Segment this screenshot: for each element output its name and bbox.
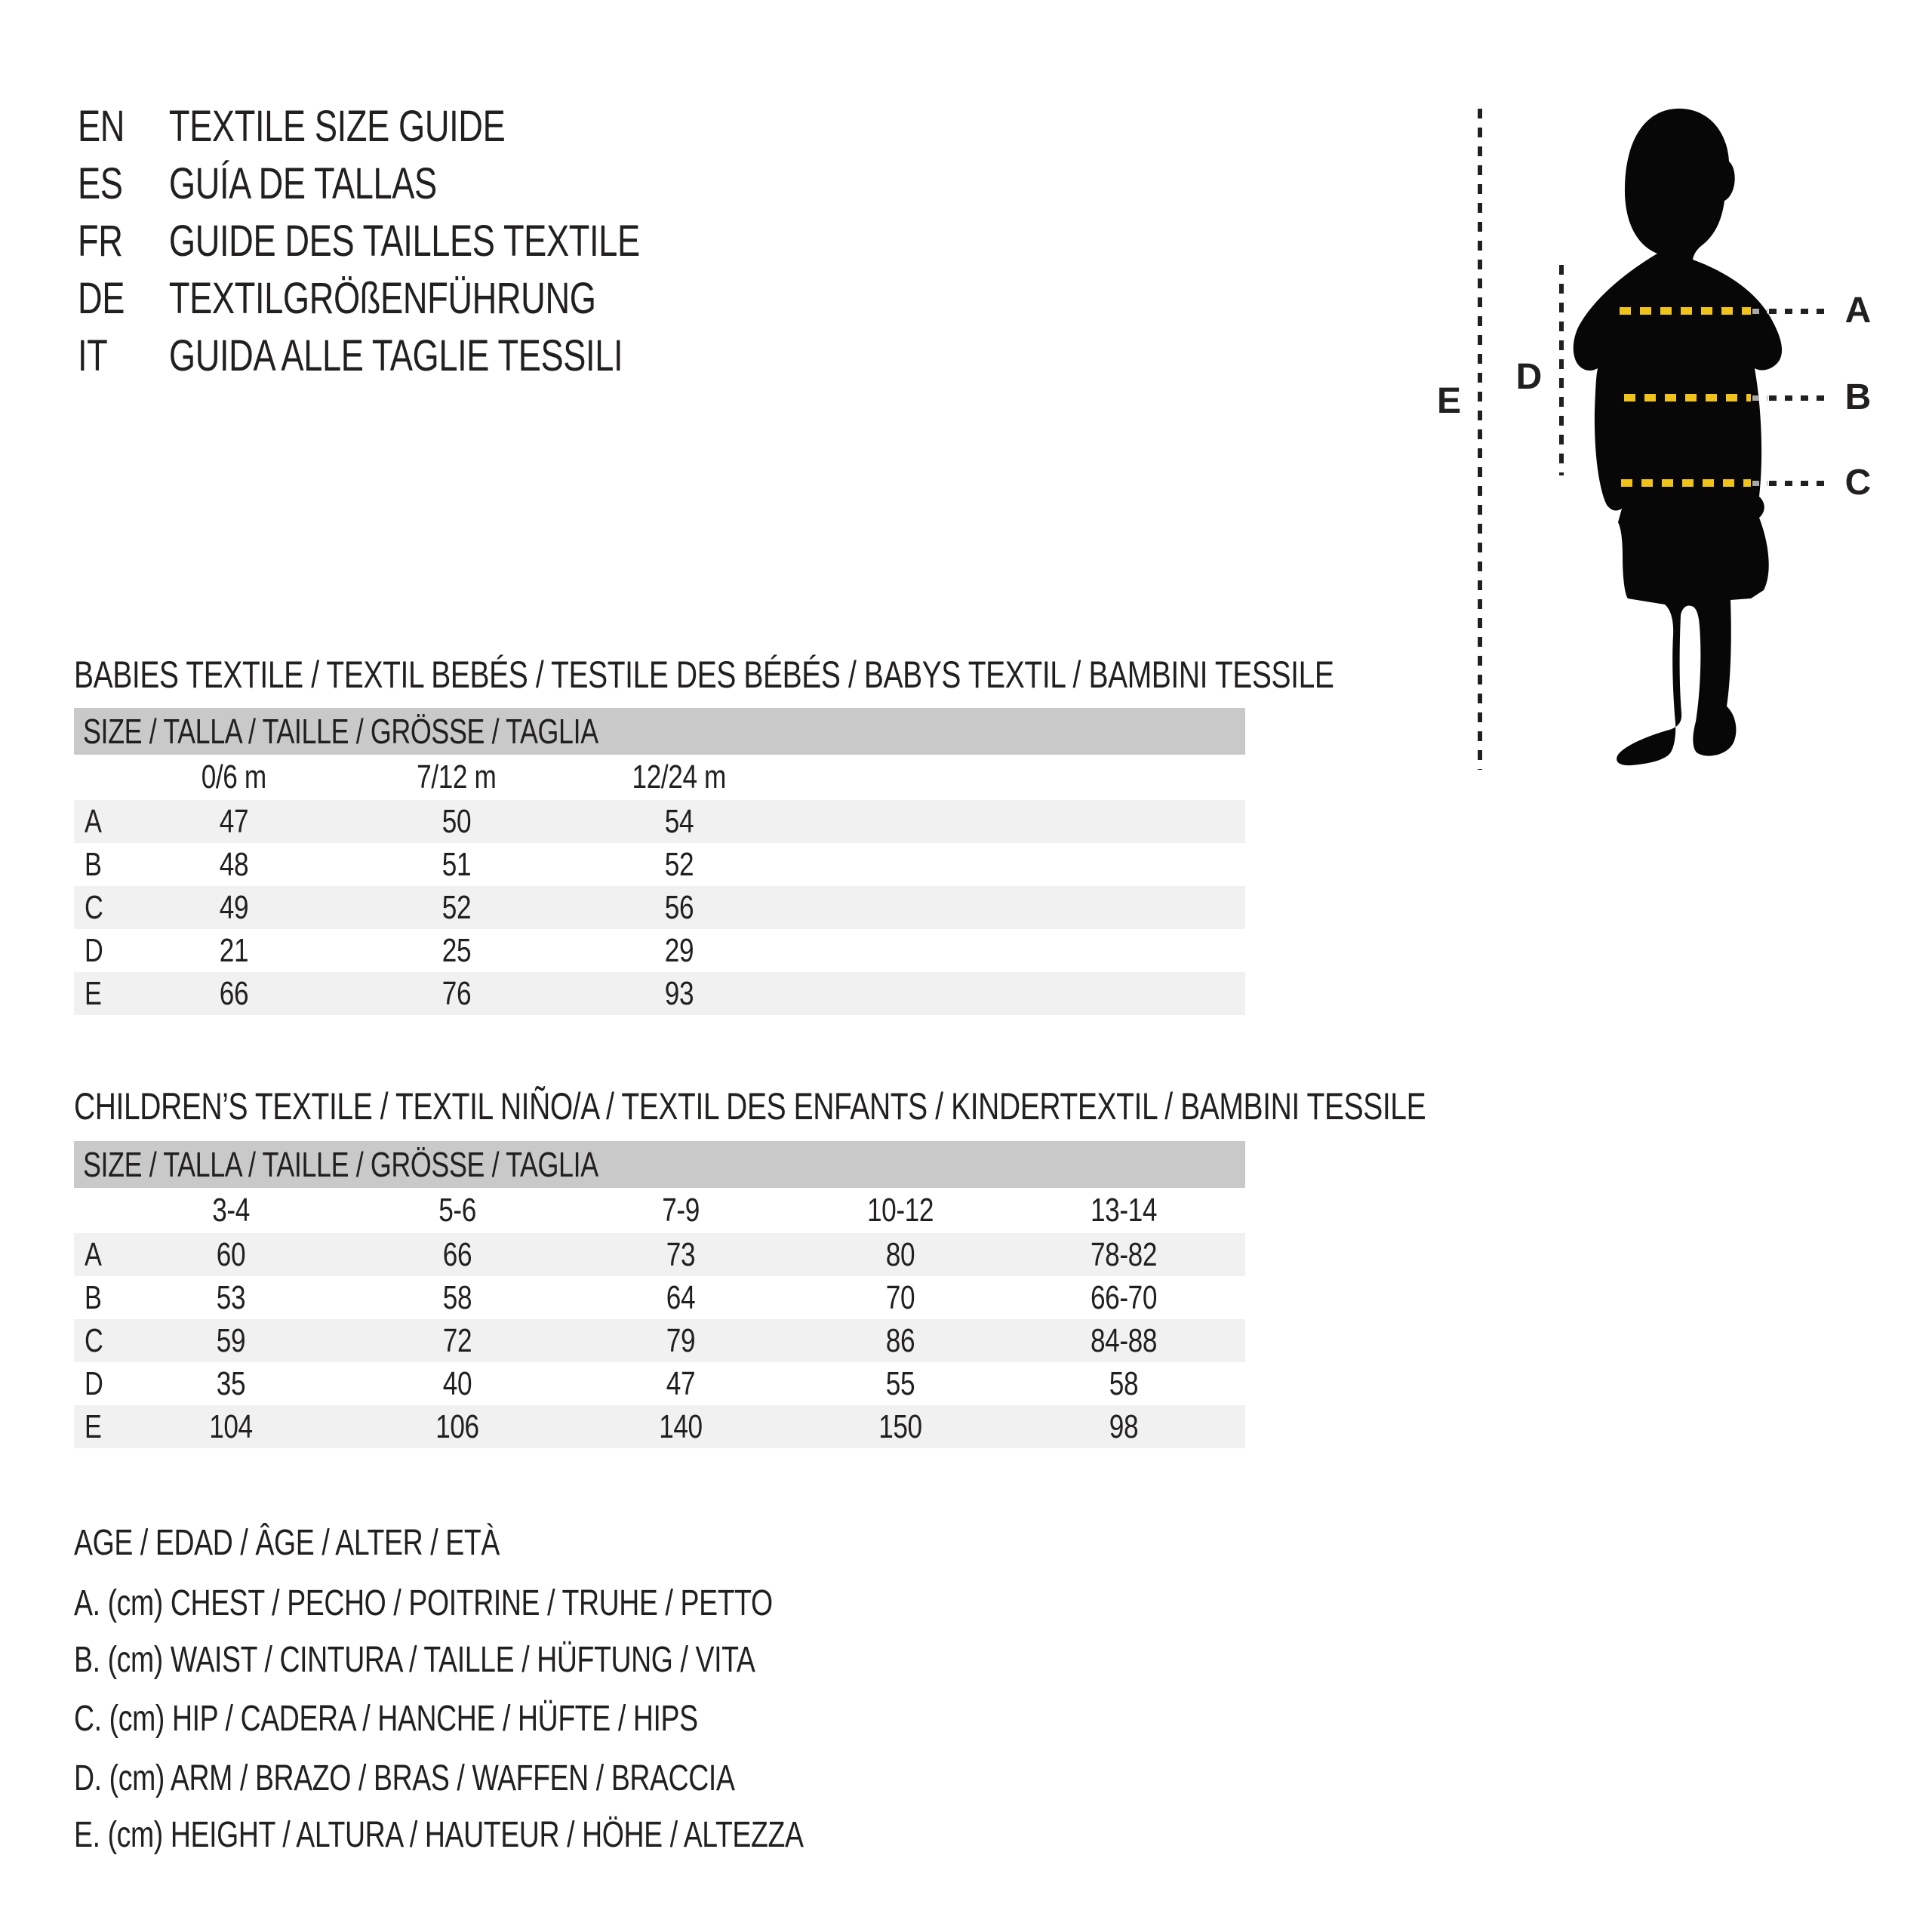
language-title: GUIDA ALLE TAGLIE TESSILI	[168, 331, 623, 380]
language-code: ES	[78, 159, 123, 208]
chest-line-fade	[1752, 309, 1767, 314]
table-cell: 52	[664, 845, 694, 883]
language-row-it	[78, 328, 777, 385]
children-table	[74, 1141, 1245, 1448]
hip-line-fade	[1752, 481, 1767, 486]
table-row	[74, 1362, 1245, 1405]
figure-label-waist: B	[1844, 377, 1872, 417]
table-cell: 93	[664, 974, 694, 1012]
language-title: GUIDE DES TAILLES TEXTILE	[168, 217, 640, 266]
row-label: E	[85, 1407, 102, 1445]
table-cell: 52	[441, 888, 472, 926]
children-column-header: 10-12	[866, 1192, 934, 1229]
children-column-header: 5-6	[438, 1192, 476, 1229]
language-row-es	[78, 155, 538, 213]
babies-column-header: 7/12 m	[417, 758, 497, 795]
table-row	[74, 1276, 1245, 1319]
table-row	[74, 972, 1245, 1015]
row-label: B	[85, 1278, 102, 1316]
babies-column-header-row	[74, 755, 1245, 800]
table-cell: 60	[216, 1235, 246, 1273]
language-title: GUÍA DE TALLAS	[168, 159, 437, 208]
table-row	[74, 1405, 1245, 1448]
table-cell: 73	[666, 1235, 696, 1273]
figure-label-arm: D	[1515, 357, 1543, 397]
row-label: C	[85, 888, 103, 926]
table-cell: 59	[216, 1321, 246, 1359]
row-label: A	[85, 1235, 102, 1273]
waist-line-fade	[1752, 395, 1767, 401]
table-cell: 66-70	[1090, 1278, 1158, 1316]
table-cell: 86	[885, 1321, 915, 1359]
table-cell: 104	[209, 1407, 253, 1445]
waist-line-yellow	[1624, 394, 1751, 401]
children-section-title: CHILDREN’S TEXTILE / TEXTIL NIÑO/A / TEXTIL DES ENFANTS / KINDERTEXTIL / BAMBINI TESSILE	[74, 1085, 1426, 1128]
table-cell: 48	[219, 845, 249, 883]
table-cell: 47	[666, 1364, 696, 1402]
table-cell: 50	[441, 802, 472, 840]
table-row	[74, 886, 1245, 929]
legend-chest-row: A. (cm) CHEST / PECHO / POITRINE / TRUHE / PETTO	[74, 1583, 773, 1623]
babies-section-title: BABIES TEXTILE / TEXTIL BEBÉS / TESTILE DES BÉBÉS / BABYS TEXTIL / BAMBINI TESSILE	[74, 654, 1334, 696]
table-cell: 55	[885, 1364, 915, 1402]
table-cell: 98	[1109, 1407, 1139, 1445]
table-cell: 66	[219, 974, 249, 1012]
chest-line-yellow	[1620, 307, 1751, 315]
table-cell: 54	[664, 802, 694, 840]
figure-label-height: E	[1436, 381, 1461, 421]
language-code: EN	[78, 102, 125, 151]
table-cell: 64	[666, 1278, 696, 1316]
figure-label-chest: A	[1844, 291, 1872, 331]
language-row-fr	[78, 213, 798, 270]
language-code: FR	[78, 217, 123, 266]
chest-line-black	[1769, 309, 1831, 314]
table-cell: 106	[435, 1407, 479, 1445]
language-title: TEXTILGRÖßENFÜHRUNG	[168, 274, 596, 323]
language-row-en	[78, 98, 626, 155]
children-size-header-bar	[74, 1141, 1245, 1188]
babies-size-header-bar	[74, 708, 1245, 755]
children-column-header: 13-14	[1090, 1192, 1158, 1229]
arm-measure-line-d	[1559, 265, 1564, 475]
table-cell: 35	[216, 1364, 246, 1402]
row-label: B	[85, 845, 102, 883]
table-cell: 76	[441, 974, 472, 1012]
table-cell: 78-82	[1090, 1235, 1158, 1273]
table-cell: 21	[219, 931, 249, 969]
table-cell: 47	[219, 802, 249, 840]
table-cell: 53	[216, 1278, 246, 1316]
table-cell: 40	[442, 1364, 472, 1402]
table-cell: 70	[885, 1278, 915, 1316]
figure-label-hip: C	[1844, 463, 1872, 503]
language-row-de	[78, 270, 742, 328]
language-code: IT	[78, 331, 108, 380]
table-cell: 56	[664, 888, 694, 926]
children-column-header: 7-9	[662, 1192, 700, 1229]
legend-arm-row: D. (cm) ARM / BRAZO / BRAS / WAFFEN / BRACCIA	[74, 1758, 735, 1798]
table-cell: 150	[878, 1407, 922, 1445]
table-cell: 80	[885, 1235, 915, 1273]
row-label: D	[85, 931, 103, 969]
babies-size-header: SIZE / TALLA / TAILLE / GRÖSSE / TAGLIA	[83, 712, 598, 751]
legend-age-row: AGE / EDAD / ÂGE / ALTER / ETÀ	[74, 1523, 500, 1563]
row-label: C	[85, 1321, 103, 1359]
table-cell: 72	[442, 1321, 472, 1359]
row-label: A	[85, 802, 102, 840]
row-label: D	[85, 1364, 103, 1402]
children-column-header-row	[74, 1188, 1245, 1233]
table-row	[74, 843, 1245, 886]
children-size-header: SIZE / TALLA / TAILLE / GRÖSSE / TAGLIA	[83, 1145, 598, 1184]
table-row	[74, 1319, 1245, 1362]
table-row	[74, 929, 1245, 972]
babies-column-header: 0/6 m	[201, 758, 267, 795]
table-cell: 79	[666, 1321, 696, 1359]
legend-hip-row: C. (cm) HIP / CADERA / HANCHE / HÜFTE / HIPS	[74, 1699, 698, 1739]
row-label: E	[85, 974, 102, 1012]
table-cell: 51	[441, 845, 472, 883]
language-title: TEXTILE SIZE GUIDE	[168, 102, 506, 151]
babies-column-header: 12/24 m	[632, 758, 727, 795]
table-cell: 49	[219, 888, 249, 926]
table-cell: 58	[1109, 1364, 1139, 1402]
table-row	[74, 1233, 1245, 1276]
waist-line-black	[1769, 395, 1831, 401]
legend-height-row: E. (cm) HEIGHT / ALTURA / HAUTEUR / HÖHE / ALTEZZA	[74, 1815, 804, 1855]
babies-table	[74, 708, 1245, 1015]
table-cell: 84-88	[1090, 1321, 1158, 1359]
language-code: DE	[78, 274, 125, 323]
table-cell: 25	[441, 931, 472, 969]
table-cell: 58	[442, 1278, 472, 1316]
children-column-header: 3-4	[212, 1192, 250, 1229]
hip-line-black	[1769, 481, 1831, 486]
hip-line-yellow	[1621, 479, 1751, 487]
table-cell: 140	[659, 1407, 703, 1445]
legend-waist-row: B. (cm) WAIST / CINTURA / TAILLE / HÜFTUNG / VITA	[74, 1640, 755, 1680]
table-cell: 66	[442, 1235, 472, 1273]
table-cell: 29	[664, 931, 694, 969]
table-row	[74, 800, 1245, 843]
